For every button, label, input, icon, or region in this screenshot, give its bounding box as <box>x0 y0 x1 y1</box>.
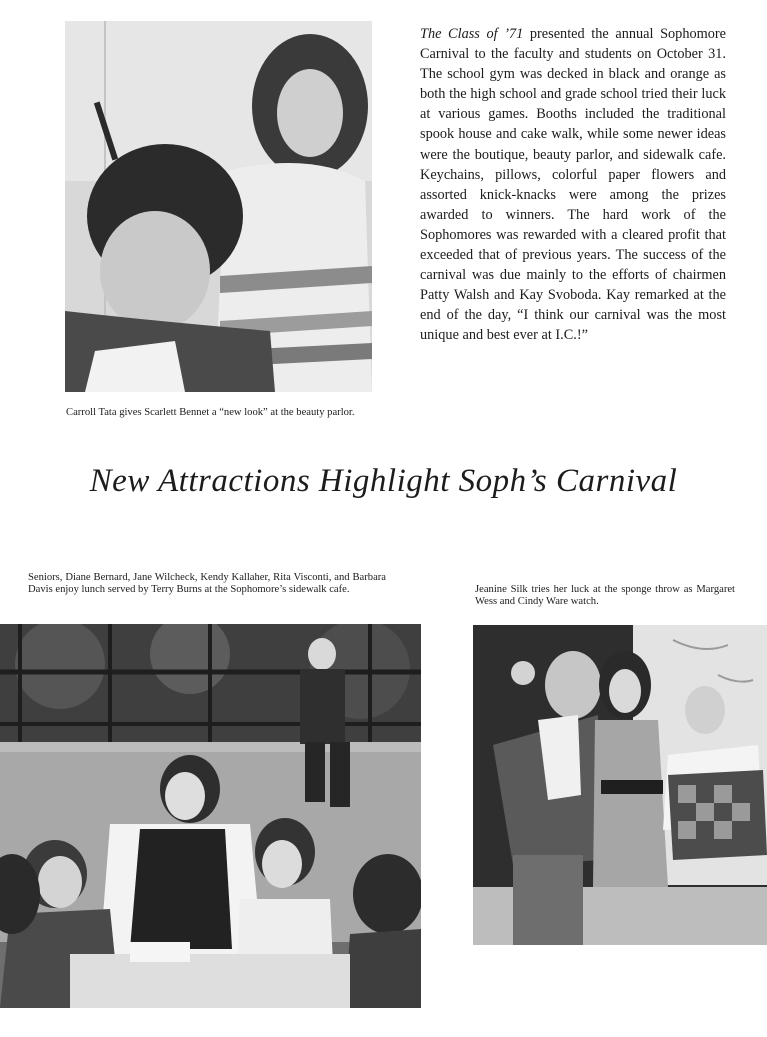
sidewalk-cafe-photo-image <box>0 624 421 1008</box>
story-text <box>420 24 726 346</box>
sidewalk-cafe-caption: Seniors, Diane Bernard, Jane Wilcheck, Kendy Kallaher, Rita Visconti, and Barbara Davis enjoy lunch served by Terry Burns at the Sophomore’s sidewalk cafe. <box>28 572 386 595</box>
beauty-parlor-caption: Carroll Tata gives Scarlett Bennet a “new look” at the beauty parlor. <box>66 407 355 418</box>
story-body: presented the annual Sophomore Carnival to the faculty and students on October 31. The school gym was decked in black and orange as both the high school and grade school tried their luck at various games. Booths included the traditional spook house and cake walk, while some newer ideas were the boutique, beauty parlor, and sidewalk cafe. Keychains, pillows, colorful paper flowers and assorted knick-knacks were among the prizes awarded to winners. The hard work of the Sophomores was rewarded with a cleared profit that exceeded that of previous years. The success of the carnival was due mainly to the efforts of chairmen Patty Walsh and Kay Svoboda. Kay remarked at the end of the day, “I think our carnival was the most unique and best ever at I.C.!” <box>420 26 726 344</box>
beauty-parlor-photo <box>65 21 372 392</box>
sidewalk-cafe-photo <box>0 624 421 1008</box>
sponge-throw-photo-image <box>473 625 767 945</box>
beauty-parlor-photo-image <box>65 21 372 392</box>
sponge-throw-caption: Jeanine Silk tries her luck at the sponge throw as Margaret Wess and Cindy Ware watch. <box>475 584 735 607</box>
story-lead: The Class of ’71 <box>420 26 524 42</box>
page-headline: New Attractions Highlight Soph’s Carnival <box>89 463 678 499</box>
sponge-throw-photo <box>473 625 767 945</box>
